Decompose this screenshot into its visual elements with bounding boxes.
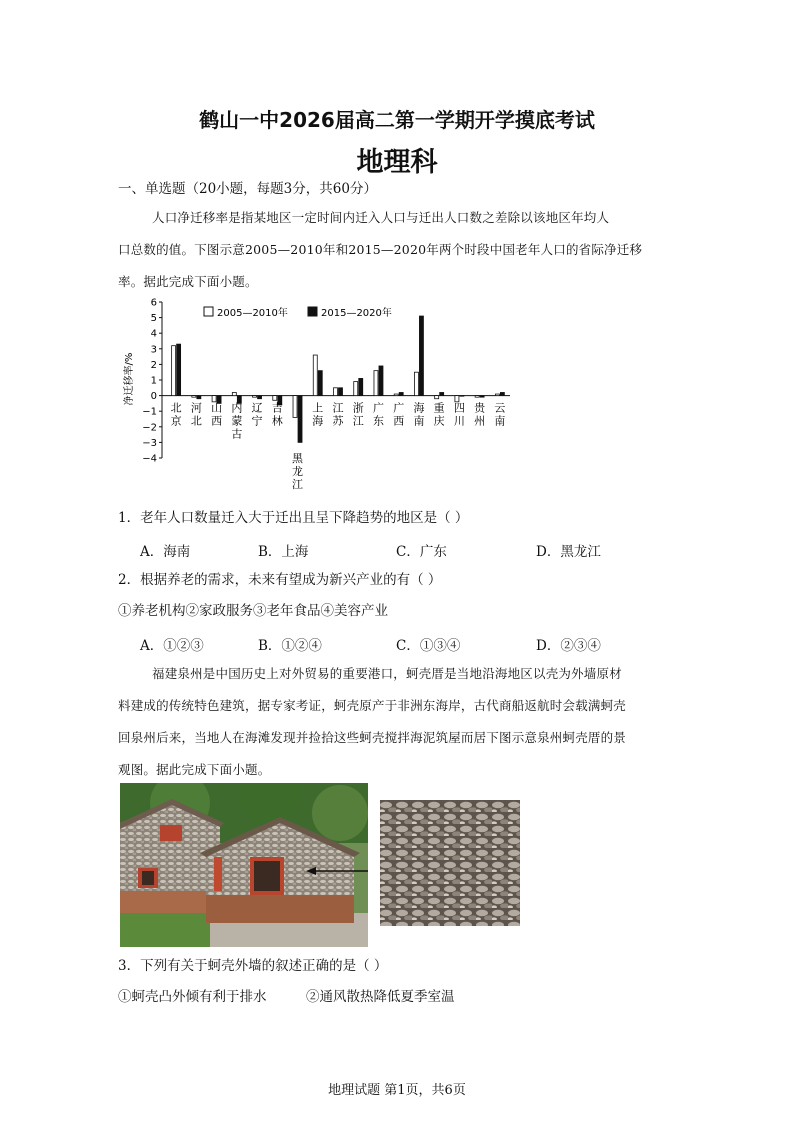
- intro2-line-2: 料建成的传统特色建筑，据专家考证，蚵壳原产于非洲东海岸，古代商船返航时会载满蚵壳: [118, 698, 627, 713]
- q1-option-d[interactable]: D．黑龙江: [536, 544, 601, 560]
- chart-category-label: 内: [231, 401, 243, 415]
- chart-category-label: 北: [190, 414, 202, 428]
- chart-category-label: 辽: [251, 401, 263, 415]
- chart-category-label: 京: [170, 414, 182, 428]
- chart-bar-period-1: [313, 355, 317, 396]
- chart-y-tick-label: 1: [150, 375, 157, 387]
- q3-item-2: ②通风散热降低夏季室温: [306, 989, 455, 1005]
- chart-category-label: 林: [271, 414, 283, 428]
- chart-y-tick-label: −2: [142, 422, 157, 434]
- chart-bar-period-1: [394, 394, 398, 396]
- q3-stem: 3．下列有关于蚵壳外墙的叙述正确的是（ ）: [118, 958, 388, 974]
- q2-option-d[interactable]: D．②③④: [536, 638, 601, 654]
- chart-bar-period-1: [374, 371, 378, 396]
- intro1-line-2: 口总数的值。下图示意2005—2010年和2015—2020年两个时段中国老年人口的省际净迁移: [118, 242, 643, 257]
- chart-category-label: 浙: [352, 401, 364, 415]
- chart-bar-period-1: [273, 396, 277, 401]
- chart-y-tick-label: −1: [142, 406, 157, 418]
- chart-bar-period-2: [440, 392, 444, 395]
- chart-y-tick-label: 2: [150, 359, 157, 371]
- chart-category-label: 黑: [292, 452, 304, 465]
- chart-bar-period-2: [480, 396, 484, 398]
- chart-bar-period-2: [460, 396, 464, 397]
- chart-bar-period-1: [495, 394, 499, 396]
- chart-bar-period-1: [293, 396, 297, 418]
- page-footer: 地理试题 第1页，共6页: [328, 1083, 466, 1098]
- q2-option-a[interactable]: A．①②③: [140, 638, 204, 654]
- chart-bar-period-2: [359, 378, 363, 395]
- chart-bar-period-2: [379, 366, 383, 396]
- chart-bar-period-1: [475, 396, 479, 398]
- chart-category-label: 重: [433, 401, 445, 415]
- chart-y-tick-label: 4: [150, 328, 157, 340]
- chart-category-label: 四: [453, 401, 465, 415]
- chart-category-label: 江: [352, 414, 364, 428]
- chart-category-label: 宁: [251, 414, 263, 428]
- chart-bar-period-2: [339, 388, 343, 396]
- chart-category-label: 海: [413, 401, 425, 415]
- chart-y-tick-label: −3: [142, 437, 157, 449]
- q1-stem: 1．老年人口数量迁入大于迁出且呈下降趋势的地区是（ ）: [118, 510, 469, 526]
- chart-bar-period-1: [334, 388, 338, 396]
- chart-y-tick-label: −4: [142, 453, 157, 465]
- chart-category-label: 庆: [433, 414, 445, 428]
- chart-bar-period-1: [354, 382, 358, 396]
- q2-items: ①养老机构②家政服务③老年食品④美容产业: [118, 603, 388, 619]
- chart-category-label: 海: [312, 414, 324, 428]
- chart-bar-period-2: [318, 371, 322, 396]
- intro2-line-3: 回泉州后来，当地人在海滩发现并捡拾这些蚵壳搅拌海泥筑屋而居下图示意泉州蚵壳厝的景: [118, 730, 627, 745]
- q3-item-1: ①蚵壳凸外倾有利于排水: [118, 989, 267, 1005]
- chart-bar-period-1: [232, 392, 236, 395]
- chart-category-label: 江: [292, 478, 304, 491]
- oyster-shell-closeup-photo: [380, 800, 520, 926]
- chart-category-label: 河: [190, 401, 202, 415]
- chart-y-tick-label: 5: [150, 313, 157, 325]
- q1-option-a[interactable]: A．海南: [140, 544, 191, 560]
- q2-option-b[interactable]: B．①②④: [258, 638, 322, 654]
- chart-legend-label: 2015—2020年: [321, 308, 392, 319]
- chart-bar-period-1: [414, 372, 418, 395]
- chart-bar-period-2: [500, 392, 504, 395]
- chart-bar-period-2: [197, 396, 201, 399]
- chart-category-label: 龙: [292, 465, 304, 478]
- chart-bar-period-2: [399, 392, 403, 395]
- oyster-shell-house-photo: [120, 783, 368, 947]
- chart-legend-label: 2005—2010年: [217, 308, 288, 319]
- q2-stem: 2．根据养老的需求，未来有望成为新兴产业的有（ ）: [118, 572, 442, 588]
- subject-title: 地理科: [356, 147, 438, 178]
- chart-bar-period-1: [435, 396, 439, 399]
- intro2-line-1: 福建泉州是中国历史上对外贸易的重要港口，蚵壳厝是当地沿海地区以壳为外墙原材: [152, 666, 622, 681]
- intro2-line-4: 观图。据此完成下面小题。: [118, 762, 271, 777]
- chart-category-label: 西: [393, 414, 405, 428]
- chart-category-label: 云: [494, 401, 506, 415]
- chart-category-label: 东: [372, 414, 384, 428]
- exam-title: 鹤山一中2026届高二第一学期开学摸底考试: [199, 108, 595, 132]
- chart-category-label: 吉: [271, 401, 283, 415]
- q1-option-b[interactable]: B．上海: [258, 544, 309, 560]
- chart-bar-period-1: [192, 396, 196, 398]
- chart-category-label: 广: [393, 401, 405, 415]
- chart-legend-swatch: [204, 307, 213, 316]
- section-heading: 一、单选题（20小题，每题3分，共60分）: [118, 181, 377, 197]
- chart-y-tick-label: 0: [150, 391, 157, 403]
- chart-bar-period-1: [253, 396, 257, 398]
- chart-category-label: 蒙: [231, 414, 243, 428]
- intro1-line-1: 人口净迁移率是指某地区一定时间内迁入人口与迁出人口数之差除以该地区年均人: [152, 210, 610, 225]
- chart-category-label: 州: [474, 414, 486, 428]
- q2-option-c[interactable]: C．①③④: [396, 638, 461, 654]
- chart-bar-period-2: [419, 316, 423, 396]
- chart-category-label: 川: [453, 414, 465, 428]
- q1-option-c[interactable]: C．广东: [396, 544, 447, 560]
- intro1-line-3: 率。据此完成下面小题。: [118, 274, 258, 289]
- chart-category-label: 北: [170, 401, 182, 415]
- chart-category-label: 苏: [332, 414, 344, 428]
- chart-category-label: 上: [312, 401, 324, 415]
- chart-category-label: 古: [231, 427, 243, 441]
- chart-category-label: 山: [211, 401, 223, 415]
- chart-ylabel: 净迁移率/%: [124, 352, 135, 406]
- chart-category-label: 江: [332, 401, 344, 415]
- chart-bar-period-2: [177, 344, 181, 395]
- chart-category-label: 贵: [474, 401, 486, 415]
- chart-y-tick-label: 3: [150, 344, 157, 356]
- chart-category-label: 南: [413, 414, 425, 428]
- chart-bar-period-1: [172, 346, 176, 396]
- chart-y-tick-label: 6: [150, 297, 157, 309]
- chart-bar-period-2: [258, 396, 262, 399]
- chart-legend-swatch: [308, 307, 317, 316]
- chart-category-label: 南: [494, 414, 506, 428]
- chart-bar-period-2: [298, 396, 302, 443]
- migration-bar-chart: [118, 294, 528, 504]
- chart-category-label: 广: [372, 401, 384, 415]
- chart-category-label: 西: [211, 414, 223, 428]
